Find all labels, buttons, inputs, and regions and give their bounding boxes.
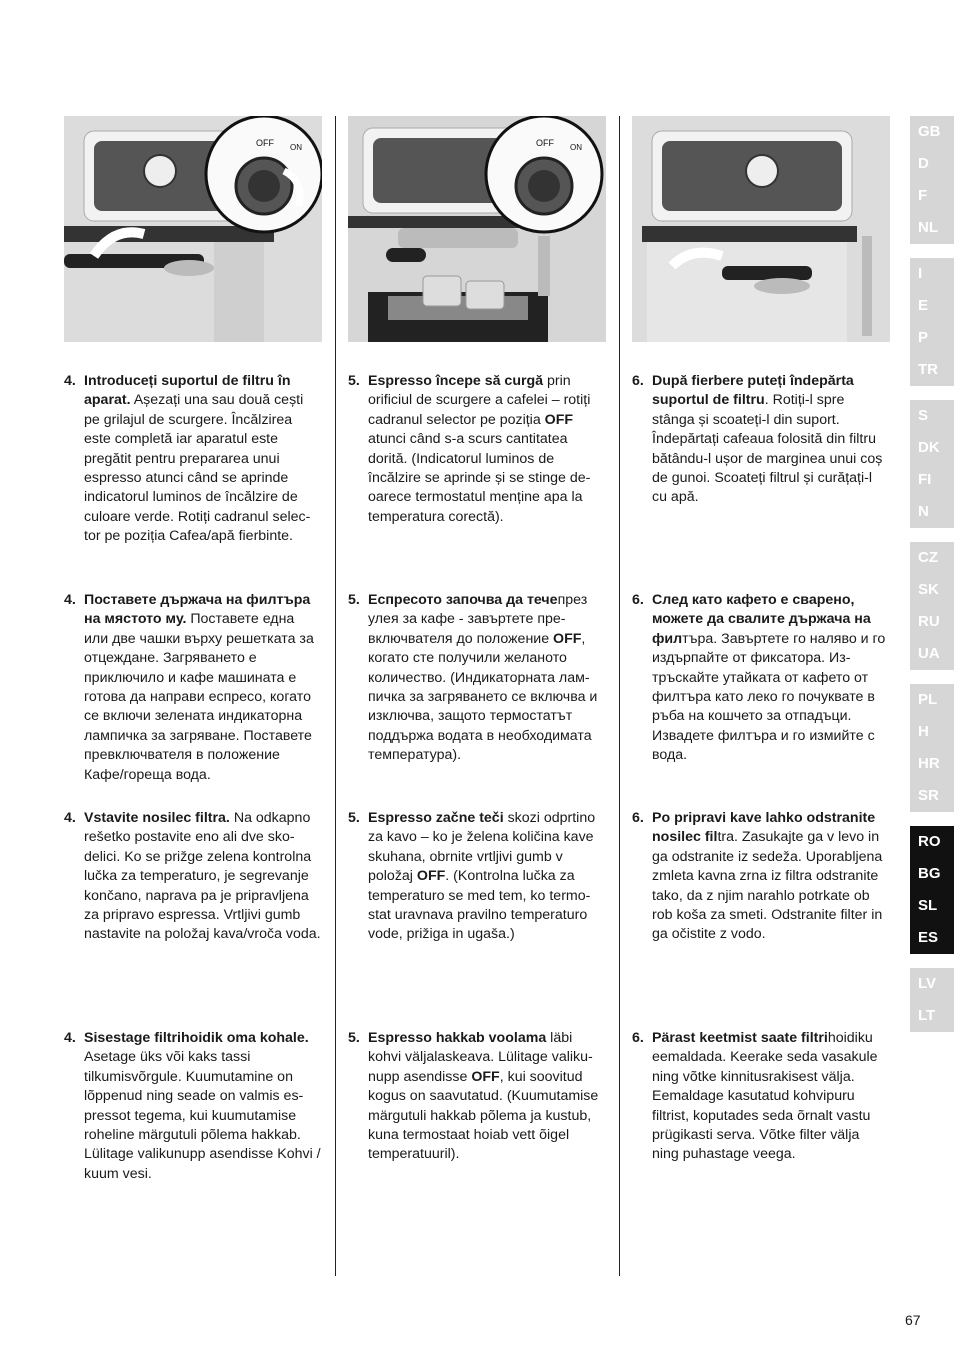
lang-tab-hr[interactable]: HR — [918, 755, 940, 772]
step-sl: 6. Po pripravi kave lahko odstranite nosilec filtra. Zasukajte ga v levo in ga odstranite iz sedeža. Uporabljena zmleta kavna zrna iz filtra odstranite tako, da z njim narahlo potrkate ob rob koša za smeti. Odstranite filter in ga očistite z vodo. — [632, 810, 883, 943]
step-bg: 4. Поставете държача на филтъра на мястото му. Поставете една или две чашки върху решетката за отцеждане. Загряването е приключило и кафе машината е готова да направи еспресо, когато се включи зелената индикаторна лампичка за загряване. Поставете превключвателя в положение Кафе/гореща вода. — [64, 592, 314, 783]
lang-group-6-active — [910, 826, 954, 954]
dial-on-label: ON — [290, 143, 302, 152]
step-et: 6. Pärast keetmist saate filtrihoidiku eemaldada. Keerake seda vasakule ning võtke kinnitusrakisest välja. Eemaldage kasutatud kohvipuru filtrist, koputades seda õrnalt vastu prügikasti serva. Võtke filter välja ning puhastage veega. — [632, 1030, 878, 1163]
step-et: 4. Sisestage filtrihoidik oma kohale. Asetage üks või kaks tassi tilkumisvõrgule. Kuumutamine on lõppenud ning seade on valmis espressot tegema, kui kuumutamise roheline märgutuli põlema hakkab. Lülitage valikunupp asendisse Kohvi / kuum vesi. — [64, 1030, 321, 1182]
lang-tab-ro[interactable]: RO — [918, 833, 941, 850]
lang-tab-bg[interactable]: BG — [918, 865, 941, 882]
lang-tab-h[interactable]: H — [918, 723, 929, 740]
illustration-remove-filter — [632, 116, 890, 342]
lang-tab-lv[interactable]: LV — [918, 975, 937, 992]
lang-group-5 — [910, 684, 954, 812]
dial-off-label: OFF — [256, 138, 274, 148]
lang-tab-es[interactable]: ES — [918, 929, 939, 946]
lang-group-7 — [910, 968, 954, 1032]
column-divider — [619, 116, 620, 1276]
lang-tab-dk[interactable]: DK — [918, 439, 940, 456]
lang-tab-s[interactable]: S — [918, 407, 929, 424]
lang-tab-sl[interactable]: SL — [918, 897, 938, 914]
lang-tab-f[interactable]: F — [918, 187, 928, 204]
lang-tab-cz[interactable]: CZ — [918, 549, 938, 566]
lang-tab-lt[interactable]: LT — [918, 1007, 936, 1024]
lang-tab-ru[interactable]: RU — [918, 613, 940, 630]
page-number: 67 — [905, 1312, 921, 1328]
lang-tab-p[interactable]: P — [918, 329, 929, 346]
step-bg: 5. Еспресото започва да течепрез улея за кафе - завъртете превключвателя до положение OFF, когато сте получили желаното количество. (Индикаторната лампичка за загряването се включва и изключва, защото термостатът поддържа водата в необходимата температура). — [348, 592, 598, 764]
lang-group-2 — [910, 258, 954, 386]
column-divider — [335, 116, 336, 1276]
step-sl: 4. Vstavite nosilec filtra. Na odkapno rešetko postavite eno ali dve skodelici. Ko se prižge zelena kontrolna lučka za temperaturo, je segrevanje končano, naprava pa je pripravljena za pripravo espressa. Vrtljivi gumb nastavite na položaj kava/vroča voda. — [64, 810, 321, 943]
lang-tab-pl[interactable]: PL — [918, 691, 938, 708]
dial-off-label: OFF — [536, 138, 554, 148]
lang-tab-d[interactable]: D — [918, 155, 929, 172]
step-ro: 4. Introduceți suportul de filtru în aparat. Așezați una sau două cești pe grilajul de scurgere. Încălzirea este completă iar aparatul este pregătit pentru prepararea unui espresso atunci când se aprinde indicatorul luminos de încălzire de culoare verde. Rotiți cadranul selector pe poziția Cafea/apă fierbinte. — [64, 373, 311, 545]
lang-tab-e[interactable]: E — [918, 297, 929, 314]
illustration-espresso-flow — [348, 116, 606, 342]
lang-tab-n[interactable]: N — [918, 503, 929, 520]
step-et: 5. Espresso hakkab voolama läbi kohvi väljalaskeava. Lülitage valikunupp asendisse OFF, kui soovitud kogus on saavutatud. (Kuumutamise märgutuli hakkab põlema ja kustub, kuna termostaat hoiab vett õigel temperatuuril). — [348, 1030, 599, 1163]
dial-on-label: ON — [570, 143, 582, 152]
lang-tab-ua[interactable]: UA — [918, 645, 940, 662]
step-ro: 6. După fierbere puteți îndepărta suportul de filtru. Rotiți-l spre stânga și scoateți-l din suport. Îndepărtați cafeaua folosită din filtru bătându-l ușor de marginea unui coș de gunoi. Scoateți filtrul și curățați-l cu apă. — [632, 373, 883, 506]
lang-group-4 — [910, 542, 954, 670]
step-sl: 5. Espresso začne teči skozi odprtino za kavo – ko je želena količina kave skuhana, obrnite vrtljivi gumb v položaj OFF. (Kontrolna lučka za temperaturo se med tem, ko termostat uravnava pravilno temperaturo vode, prižiga in ugaša.) — [348, 810, 596, 943]
lang-tab-tr[interactable]: TR — [918, 361, 938, 378]
step-bg: 6. След като кафето е сварено, можете да свалите държача на филтъра. Завъртете го наляво и го издърпайте от фиксатора. Изтръскайте утайката от кафето от филтъра като леко го почуквате в ръба на кошчето за отпадъци. Извадете филтъра и го измийте с вода. — [632, 592, 886, 764]
lang-tab-sr[interactable]: SR — [918, 787, 939, 804]
lang-tab-fi[interactable]: FI — [918, 471, 932, 488]
lang-tab-sk[interactable]: SK — [918, 581, 939, 598]
step-ro: 5. Espresso începe să curgă prin orificiul de scurgere a cafelei – rotiți cadranul selector pe poziția OFF atunci când s-a scurs cantitatea dorită. (Indicatorul luminos de încălzire se aprinde și se stinge deoarece termostatul menține apa la temperatura corectă). — [348, 373, 591, 525]
lang-tab-i[interactable]: I — [918, 265, 923, 282]
lang-tab-gb[interactable]: GB — [918, 123, 941, 140]
illustration-insert-filter — [64, 116, 322, 342]
language-sidebar — [910, 116, 954, 1046]
lang-group-1 — [910, 116, 954, 244]
lang-tab-nl[interactable]: NL — [918, 219, 938, 236]
lang-group-3 — [910, 400, 954, 528]
